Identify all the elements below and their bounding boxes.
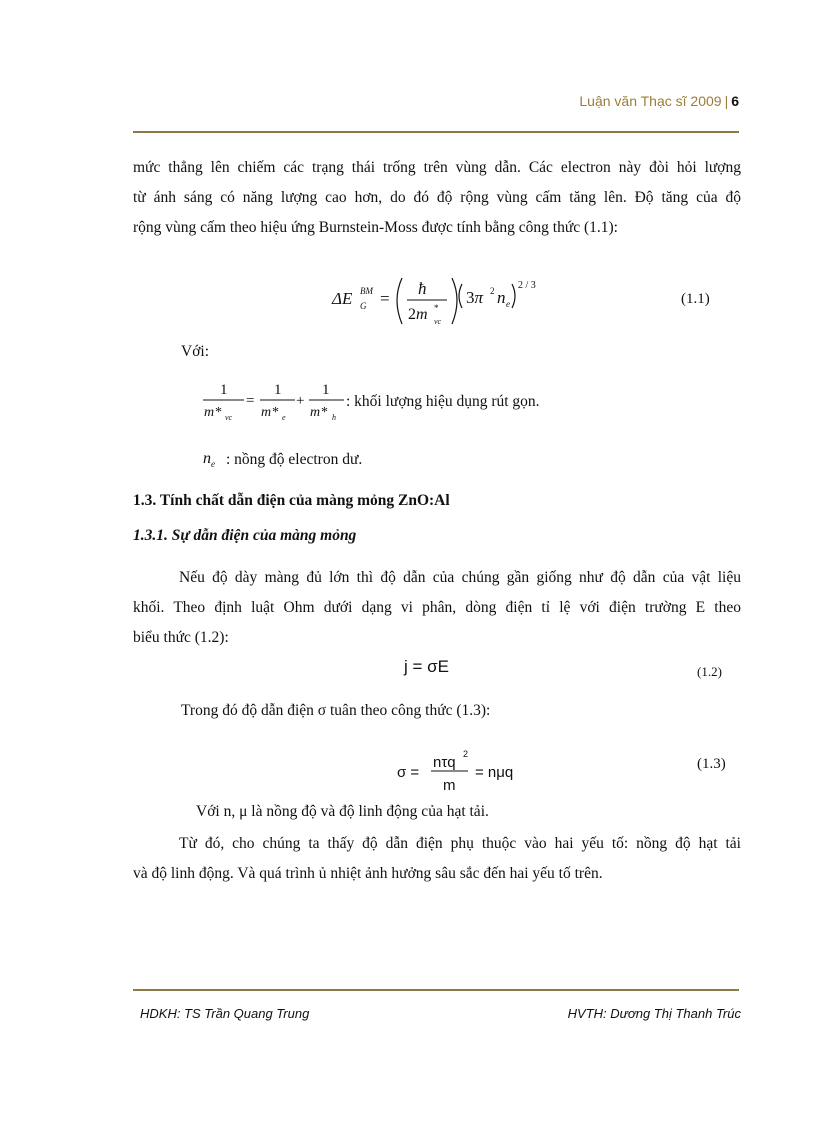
svg-text:2m: 2m (408, 306, 428, 323)
svg-text:+: + (296, 393, 305, 409)
svg-text:ħ: ħ (418, 279, 427, 298)
para1-line: mức thẳng lên chiếm các trạng thái trống trên vùng dẫn. Các electron này đòi hỏi lượng (133, 159, 741, 176)
equation-1-2: j = σE (404, 657, 449, 676)
ne-text: : nồng độ electron dư. (226, 451, 363, 468)
svg-text:ΔE: ΔE (332, 289, 353, 308)
para5-line: Từ đó, cho chúng ta thấy độ dẫn điện phụ thuộc vào hai yếu tố: nồng độ hạt tải (179, 835, 741, 852)
svg-text:= nμq: = nμq (475, 764, 514, 781)
svg-text:*: * (321, 405, 328, 420)
svg-text:e: e (282, 413, 286, 422)
equation-1-1-number: (1.1) (681, 291, 710, 307)
para2-line: khối. Theo định luật Ohm dưới dạng vi phân, dòng điện tỉ lệ với điện trường E theo (133, 599, 741, 616)
equation-1-3-number: (1.3) (697, 756, 726, 772)
svg-text:1: 1 (274, 382, 282, 398)
page-number: 6 (731, 93, 739, 109)
para1-line: từ ánh sáng có năng lượng cao hơn, do đó độ rộng vùng cấm tăng lên. Độ tăng của độ (133, 189, 741, 206)
header-rule (133, 131, 739, 133)
ne-symbol: $n_e$ (203, 450, 215, 470)
para2-line: biểu thức (1.2): (133, 629, 229, 646)
svg-text:2: 2 (463, 749, 469, 759)
section-heading: 1.3. Tính chất dẫn điện của màng mỏng ZnO:Al (133, 492, 450, 509)
svg-text:BM: BM (360, 286, 373, 296)
svg-text:m: m (310, 405, 321, 420)
svg-text:2: 2 (490, 286, 495, 296)
svg-text:=: = (246, 393, 255, 409)
equation-1-3 (395, 746, 535, 796)
svg-text:nτq: nτq (433, 754, 456, 771)
svg-text:n: n (497, 288, 506, 307)
svg-text:*: * (215, 405, 222, 420)
svg-text:*: * (272, 405, 279, 420)
paragraph-2 (133, 563, 741, 653)
svg-text:e: e (506, 299, 510, 309)
svg-text:2 / 3: 2 / 3 (518, 280, 536, 291)
reduced-mass-graphic (200, 378, 350, 428)
reduced-mass-formula (200, 378, 350, 428)
subsection-heading: 1.3.1. Sự dẫn điện của màng mỏng (133, 527, 357, 544)
svg-text:G: G (360, 301, 367, 311)
reduced-mass-text: : khối lượng hiệu dụng rút gọn. (346, 393, 540, 410)
page-header (579, 93, 739, 109)
paragraph-3: Trong đó độ dẫn điện σ tuân theo công thức (1.3): (181, 702, 491, 719)
svg-text:σ =: σ = (397, 764, 420, 781)
equation-1-1 (330, 272, 580, 332)
svg-text:h: h (332, 413, 336, 422)
footer-left: HDKH: TS Trần Quang Trung (140, 1006, 310, 1021)
para1-line: rộng vùng cấm theo hiệu ứng Burnstein-Moss được tính bằng công thức (1.1): (133, 219, 618, 236)
svg-text:m: m (443, 777, 456, 794)
svg-text:*: * (434, 303, 439, 313)
footer-right: HVTH: Dương Thị Thanh Trúc (567, 1006, 741, 1021)
para5-line: và độ linh động. Và quá trình ủ nhiệt ảnh hưởng sâu sắc đến hai yếu tố trên. (133, 865, 603, 882)
svg-text:3π: 3π (466, 288, 484, 307)
para2-line: Nếu độ dày màng đủ lớn thì độ dẫn của chúng gần giống như độ dẫn của vật liệu (179, 569, 741, 586)
footer-rule (133, 989, 739, 991)
header-separator: | (724, 93, 729, 109)
header-title: Luận văn Thạc sĩ 2009 (579, 93, 722, 109)
svg-text:vc: vc (225, 413, 233, 422)
svg-text:1: 1 (220, 382, 228, 398)
equation-1-1-graphic (330, 272, 580, 332)
svg-text:=: = (380, 289, 390, 308)
paragraph-4: Với n, μ là nồng độ và độ linh động của hạt tải. (196, 803, 489, 820)
equation-1-3-graphic (395, 746, 535, 796)
svg-text:vc: vc (434, 317, 442, 326)
svg-text:m: m (204, 405, 215, 420)
paragraph-5 (133, 829, 741, 889)
equation-1-2-number: (1.2) (697, 664, 722, 679)
paragraph-1 (133, 153, 741, 243)
svg-text:m: m (261, 405, 272, 420)
voi-label: Với: (181, 343, 210, 360)
svg-text:1: 1 (322, 382, 330, 398)
